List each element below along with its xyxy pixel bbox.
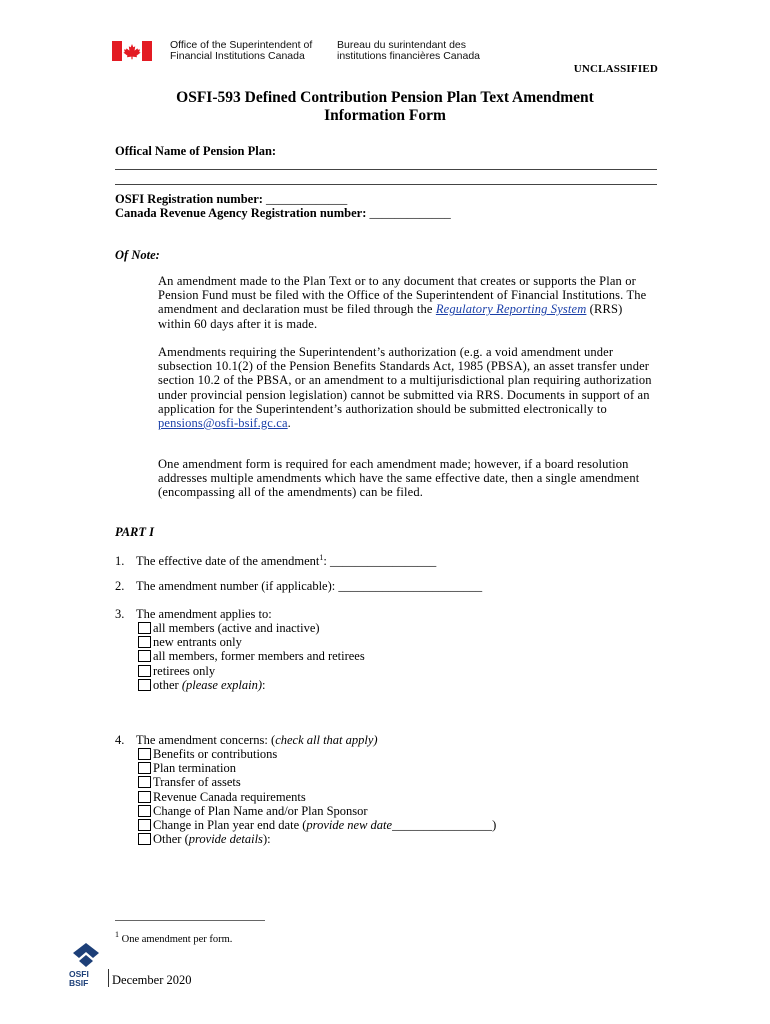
question-2 bbox=[115, 579, 482, 593]
footnote bbox=[115, 930, 232, 945]
q3-option-retirees-only[interactable] bbox=[138, 664, 365, 678]
footer-divider bbox=[108, 969, 109, 987]
q4-option-change-name-sponsor[interactable] bbox=[138, 804, 496, 818]
q3-option-all-members[interactable] bbox=[138, 621, 365, 635]
option-label: all members, former members and retirees bbox=[153, 649, 365, 664]
note-paragraph-3: One amendment form is required for each amendment made; however, if a board resolution addresses multiple amendments which have the same effective date, then a single amendment (encompassing all of the amendments) can be filed. bbox=[158, 457, 640, 500]
checkbox[interactable] bbox=[138, 748, 151, 760]
footnote-divider bbox=[115, 920, 265, 921]
org-en-line1: Office of the Superintendent of bbox=[170, 39, 313, 51]
document-title bbox=[0, 89, 770, 125]
option-label: Other ( bbox=[153, 832, 189, 847]
note-heading: Of Note: bbox=[115, 248, 160, 262]
option-suffix: ): bbox=[262, 832, 271, 847]
q4-option-benefits[interactable] bbox=[138, 747, 496, 761]
osfi-logo-icon bbox=[66, 941, 106, 991]
part-one-heading: PART I bbox=[115, 525, 155, 539]
q3-label: The amendment applies to: bbox=[136, 607, 272, 621]
footer-date: December 2020 bbox=[112, 973, 192, 987]
q4-option-transfer-assets[interactable] bbox=[138, 775, 496, 789]
option-label: new entrants only bbox=[153, 635, 242, 650]
option-label: Benefits or contributions bbox=[153, 747, 278, 761]
note-p2-tail: . bbox=[287, 416, 291, 431]
q4-option-change-year-end[interactable] bbox=[138, 818, 496, 832]
osfi-registration-row bbox=[115, 192, 347, 207]
canada-flag-icon bbox=[112, 41, 152, 61]
note-p1-tail: (RRS) within 60 days after it is made. bbox=[158, 302, 623, 331]
q4-option-revenue-canada[interactable] bbox=[138, 790, 496, 804]
classification-label: UNCLASSIFIED bbox=[573, 63, 658, 75]
checkbox[interactable] bbox=[138, 679, 151, 691]
q4-options bbox=[138, 747, 496, 846]
option-label: other bbox=[153, 677, 179, 692]
option-label: Transfer of assets bbox=[153, 775, 241, 790]
plan-name-label: Offical Name of Pension Plan: bbox=[115, 144, 277, 158]
note-paragraph-2 bbox=[158, 345, 658, 430]
q4-number: 4. bbox=[115, 733, 125, 747]
bsif-logo-text: BSIF bbox=[69, 978, 89, 988]
amendment-number-field[interactable]: The amendment number (if applicable): _______________________ bbox=[136, 579, 483, 593]
org-en-line2: Financial Institutions Canada bbox=[170, 50, 305, 62]
q1-footnote-ref: 1 bbox=[319, 553, 324, 562]
checkbox[interactable] bbox=[138, 622, 151, 634]
option-hint: (please explain) bbox=[181, 677, 262, 692]
q3-options bbox=[138, 621, 365, 692]
checkbox[interactable] bbox=[138, 791, 151, 803]
plan-name-line-1[interactable] bbox=[115, 169, 657, 170]
osfi-registration-field[interactable]: _____________ bbox=[266, 192, 348, 206]
cra-registration-field[interactable]: _____________ bbox=[369, 206, 451, 220]
checkbox[interactable] bbox=[138, 650, 151, 662]
q3-option-other[interactable] bbox=[138, 678, 365, 692]
checkbox[interactable] bbox=[138, 776, 151, 788]
checkbox[interactable] bbox=[138, 833, 151, 845]
note-paragraph-1 bbox=[158, 274, 658, 331]
org-fr-line2: institutions financières Canada bbox=[337, 50, 481, 62]
plan-name-line-2[interactable] bbox=[115, 184, 657, 185]
org-name-english bbox=[170, 40, 312, 62]
q4-hint: check all that apply) bbox=[275, 733, 378, 747]
q1-label: The effective date of the amendment bbox=[136, 554, 320, 568]
pensions-email-link[interactable]: pensions@osfi-bsif.gc.ca bbox=[158, 416, 288, 431]
question-3 bbox=[115, 607, 272, 621]
note-p1-text: An amendment made to the Plan Text or to any document that creates or supports the Plan or Pension Fund must be filed with the Office of the Superintendent of Financial Institutions. The amendment and declaration must be filed through the bbox=[158, 274, 647, 317]
org-name-french bbox=[337, 40, 480, 62]
cra-registration-row bbox=[115, 206, 451, 221]
q4-option-other[interactable] bbox=[138, 832, 496, 846]
footnote-text: One amendment per form. bbox=[121, 934, 233, 945]
q4-label: The amendment concerns: ( bbox=[136, 733, 276, 747]
option-label: all members (active and inactive) bbox=[153, 621, 320, 635]
option-label: Change of Plan Name and/or Plan Sponsor bbox=[153, 803, 368, 818]
option-label: Plan termination bbox=[153, 761, 236, 776]
option-label: Change in Plan year end date ( bbox=[153, 817, 307, 832]
title-line2: Information Form bbox=[324, 107, 446, 124]
q1-number: 1. bbox=[115, 554, 125, 568]
q3-option-all-former-retirees[interactable] bbox=[138, 649, 365, 663]
checkbox[interactable] bbox=[138, 805, 151, 817]
new-date-field[interactable]: ________________) bbox=[392, 817, 497, 832]
option-suffix: : bbox=[262, 677, 266, 692]
effective-date-field[interactable]: : _________________ bbox=[323, 554, 437, 568]
note-p2-text: Amendments requiring the Superintendent’s authorization (e.g. a void amendment under subsection 10.1(2) of the Pension Benefits Standards Act, 1985 (PBSA), an asset transfer under section 10.2 of the PBSA, or an amendment to a multijurisdictional plan requiring authorization under provincial pension legislation) cannot be submitted via RRS. Documents in support of an application for the Superintendent’s authorization should be submitted electronically to bbox=[158, 345, 652, 416]
option-label: retirees only bbox=[153, 663, 216, 678]
osfi-logo-text: OSFI bbox=[69, 969, 89, 979]
q4-option-plan-termination[interactable] bbox=[138, 761, 496, 775]
org-fr-line1: Bureau du surintendant des bbox=[337, 39, 467, 51]
checkbox[interactable] bbox=[138, 819, 151, 831]
title-line1: OSFI-593 Defined Contribution Pension Plan Text Amendment bbox=[176, 89, 594, 106]
footnote-number: 1 bbox=[115, 930, 119, 939]
checkbox[interactable] bbox=[138, 636, 151, 648]
q2-number: 2. bbox=[115, 579, 125, 593]
checkbox[interactable] bbox=[138, 762, 151, 774]
q3-option-new-entrants[interactable] bbox=[138, 635, 365, 649]
option-hint: provide details bbox=[188, 832, 263, 847]
q3-number: 3. bbox=[115, 607, 125, 621]
cra-registration-label: Canada Revenue Agency Registration number: bbox=[115, 206, 367, 220]
osfi-registration-label: OSFI Registration number: bbox=[115, 192, 263, 206]
option-hint: provide new date bbox=[306, 817, 393, 832]
question-4 bbox=[115, 733, 378, 747]
checkbox[interactable] bbox=[138, 665, 151, 677]
option-label: Revenue Canada requirements bbox=[153, 789, 306, 804]
rrs-link[interactable]: Regulatory Reporting System bbox=[435, 302, 587, 317]
question-1 bbox=[115, 551, 436, 568]
